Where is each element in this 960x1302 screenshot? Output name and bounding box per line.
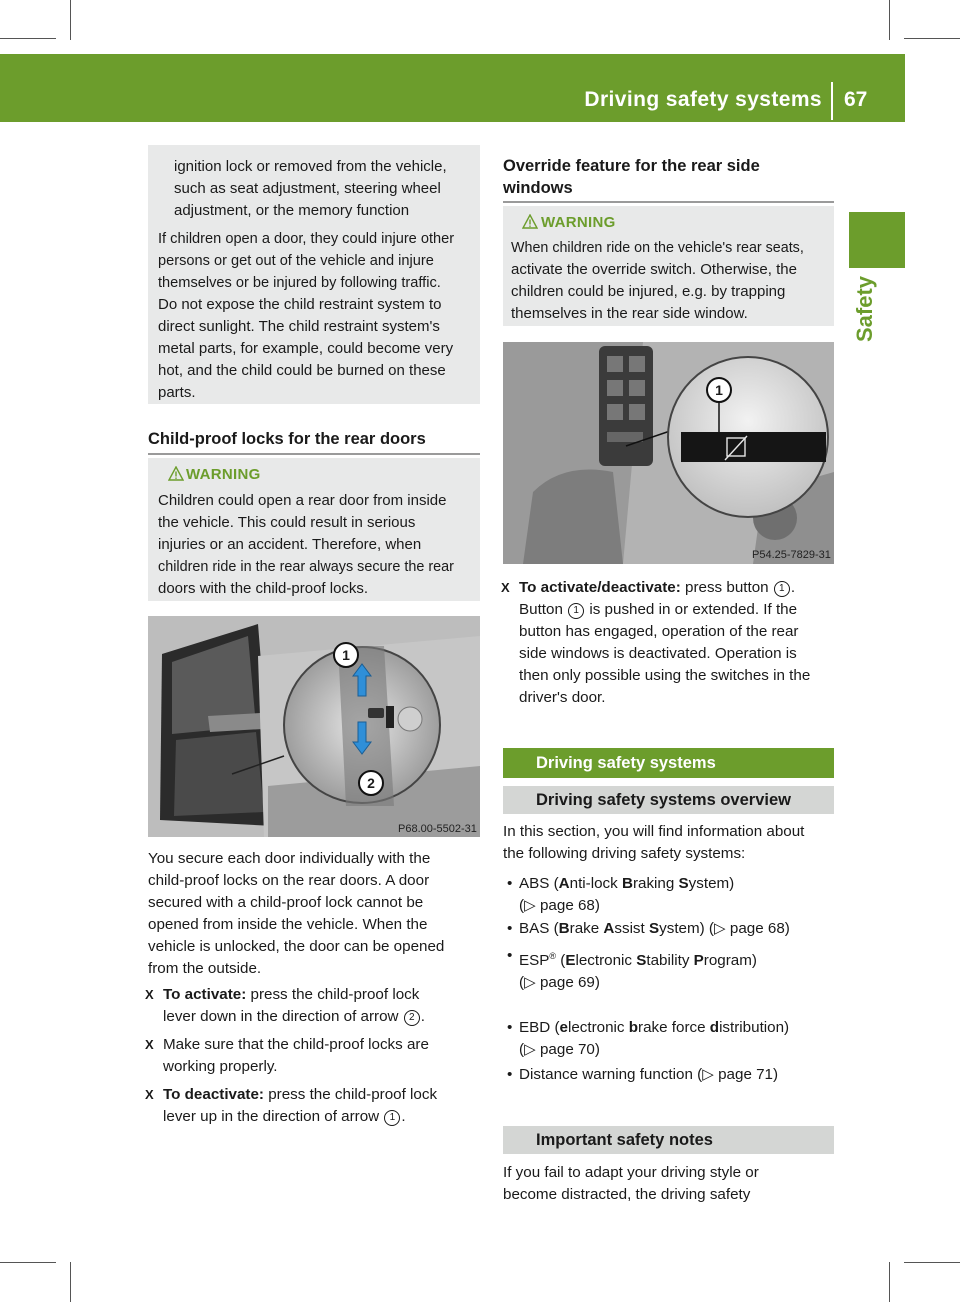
callout-ref: 2	[404, 1010, 420, 1026]
chapter-heading: Driving safety systems	[503, 748, 834, 778]
step-deactivate: X To deactivate: press the child-proof lock lever up in the direction of arrow 1 .	[145, 1086, 438, 1125]
warning-triangle-icon	[522, 214, 538, 230]
step-arrow-icon: X	[501, 580, 510, 595]
crop-mark	[0, 1262, 56, 1263]
step-check: X Make sure that the child-proof locks are working properly.	[145, 1036, 429, 1075]
header-title: Driving safety systems	[584, 88, 822, 111]
crop-mark	[889, 0, 890, 40]
crop-mark	[0, 38, 56, 39]
step-arrow-icon: X	[145, 987, 154, 1002]
step-arrow-icon: X	[145, 1087, 154, 1102]
page-ref-arrow-icon: ▷	[524, 1041, 536, 1058]
callout-ref: 1	[774, 581, 790, 597]
list-item-esp: • ESP® (Electronic Stability Program) (▷ page 69)	[507, 947, 757, 992]
warning-label: WARNING	[186, 466, 261, 483]
crop-mark	[904, 1262, 960, 1263]
callout-ref: 1	[568, 603, 584, 619]
section-title: Child-proof locks for the rear doors	[148, 430, 426, 448]
warning-label: WARNING	[541, 214, 616, 231]
override-switch-figure	[503, 342, 834, 564]
child-lock-figure	[148, 616, 480, 837]
page-ref-arrow-icon: ▷	[524, 897, 536, 914]
section-heading: Driving safety systems overview	[503, 786, 834, 814]
warning-text: Children could open a rear door from inside the vehicle. This could result in serious injuries or an accident. Therefore, when children ride in the rear always secure the rear doors with the child-proof locks.	[158, 492, 454, 597]
list-item-bas: • BAS (Brake Assist System) (▷ page 68)	[507, 920, 790, 937]
side-tab	[849, 212, 905, 268]
callout-1: 1	[706, 377, 732, 403]
callout-1: 1	[333, 642, 359, 668]
page-ref-arrow-icon: ▷	[524, 974, 536, 992]
step-activate-deactivate: X To activate/deactivate: press button 1 . Button 1 is pushed in or extended. If the button has engaged, operation of the rear side windows is deactivated. Operation is then only possible using the switches in the driver's door.	[501, 579, 811, 706]
figure-code: P68.00-5502-31	[398, 823, 477, 835]
section-rule	[503, 201, 834, 203]
step-activate: X To activate: press the child-proof lock lever down in the direction of arrow 2 .	[145, 986, 425, 1025]
step-arrow-icon: X	[145, 1037, 154, 1052]
section-rule	[148, 453, 480, 455]
list-item-ebd: • EBD (electronic brake force distribution) (▷ page 70)	[507, 1019, 790, 1058]
side-tab-label: Safety	[852, 275, 877, 342]
crop-mark	[70, 1262, 71, 1302]
callout-2: 2	[358, 770, 384, 796]
page-number: 67	[844, 88, 868, 111]
callout-ref: 1	[384, 1110, 400, 1126]
header-separator	[831, 82, 833, 120]
crop-mark	[904, 38, 960, 39]
warning-triangle-icon	[168, 466, 184, 482]
crop-mark	[70, 0, 71, 40]
page-ref-arrow-icon: ▷	[713, 920, 726, 937]
page-ref-arrow-icon: ▷	[702, 1066, 714, 1083]
crop-mark	[889, 1262, 890, 1302]
notes-paragraph: If you fail to adapt your driving style or become distracted, the driving safety	[503, 1164, 759, 1203]
list-item-abs: • ABS (Anti-lock Braking System) (▷ page 68)	[507, 875, 735, 914]
list-item-distance: • Distance warning function (▷ page 71)	[507, 1066, 779, 1083]
child-lock-illustration	[148, 616, 480, 837]
override-switch-illustration	[503, 342, 834, 564]
warning-list-continued: ignition lock or removed from the vehicle, such as seat adjustment, steering wheel adjustment, or the memory function	[174, 158, 447, 219]
warning-paragraph: If children open a door, they could injure other persons or get out of the vehicle and injure themselves or be injured by following traffic.	[158, 231, 455, 291]
section-title: Override feature for the rear side windows	[503, 157, 760, 197]
overview-paragraph: In this section, you will find information about the following driving safety systems:	[503, 823, 805, 862]
body-paragraph: You secure each door individually with the child-proof locks on the rear doors. A door secured with a child-proof lock cannot be opened from inside the vehicle. When the vehicle is unlocked, the door can be opened from the outside.	[148, 850, 445, 977]
section-heading: Important safety notes	[503, 1126, 834, 1154]
warning-paragraph: Do not expose the child restraint system to direct sunlight. The child restraint system's metal parts, for example, could become very hot, and the child could be burned on these parts.	[158, 296, 454, 401]
figure-code: P54.25-7829-31	[752, 549, 831, 561]
warning-text: When children ride on the vehicle's rear seats, activate the override switch. Otherwise, the children could be injured, e.g. by trapping themselves in the rear side window.	[511, 240, 804, 322]
